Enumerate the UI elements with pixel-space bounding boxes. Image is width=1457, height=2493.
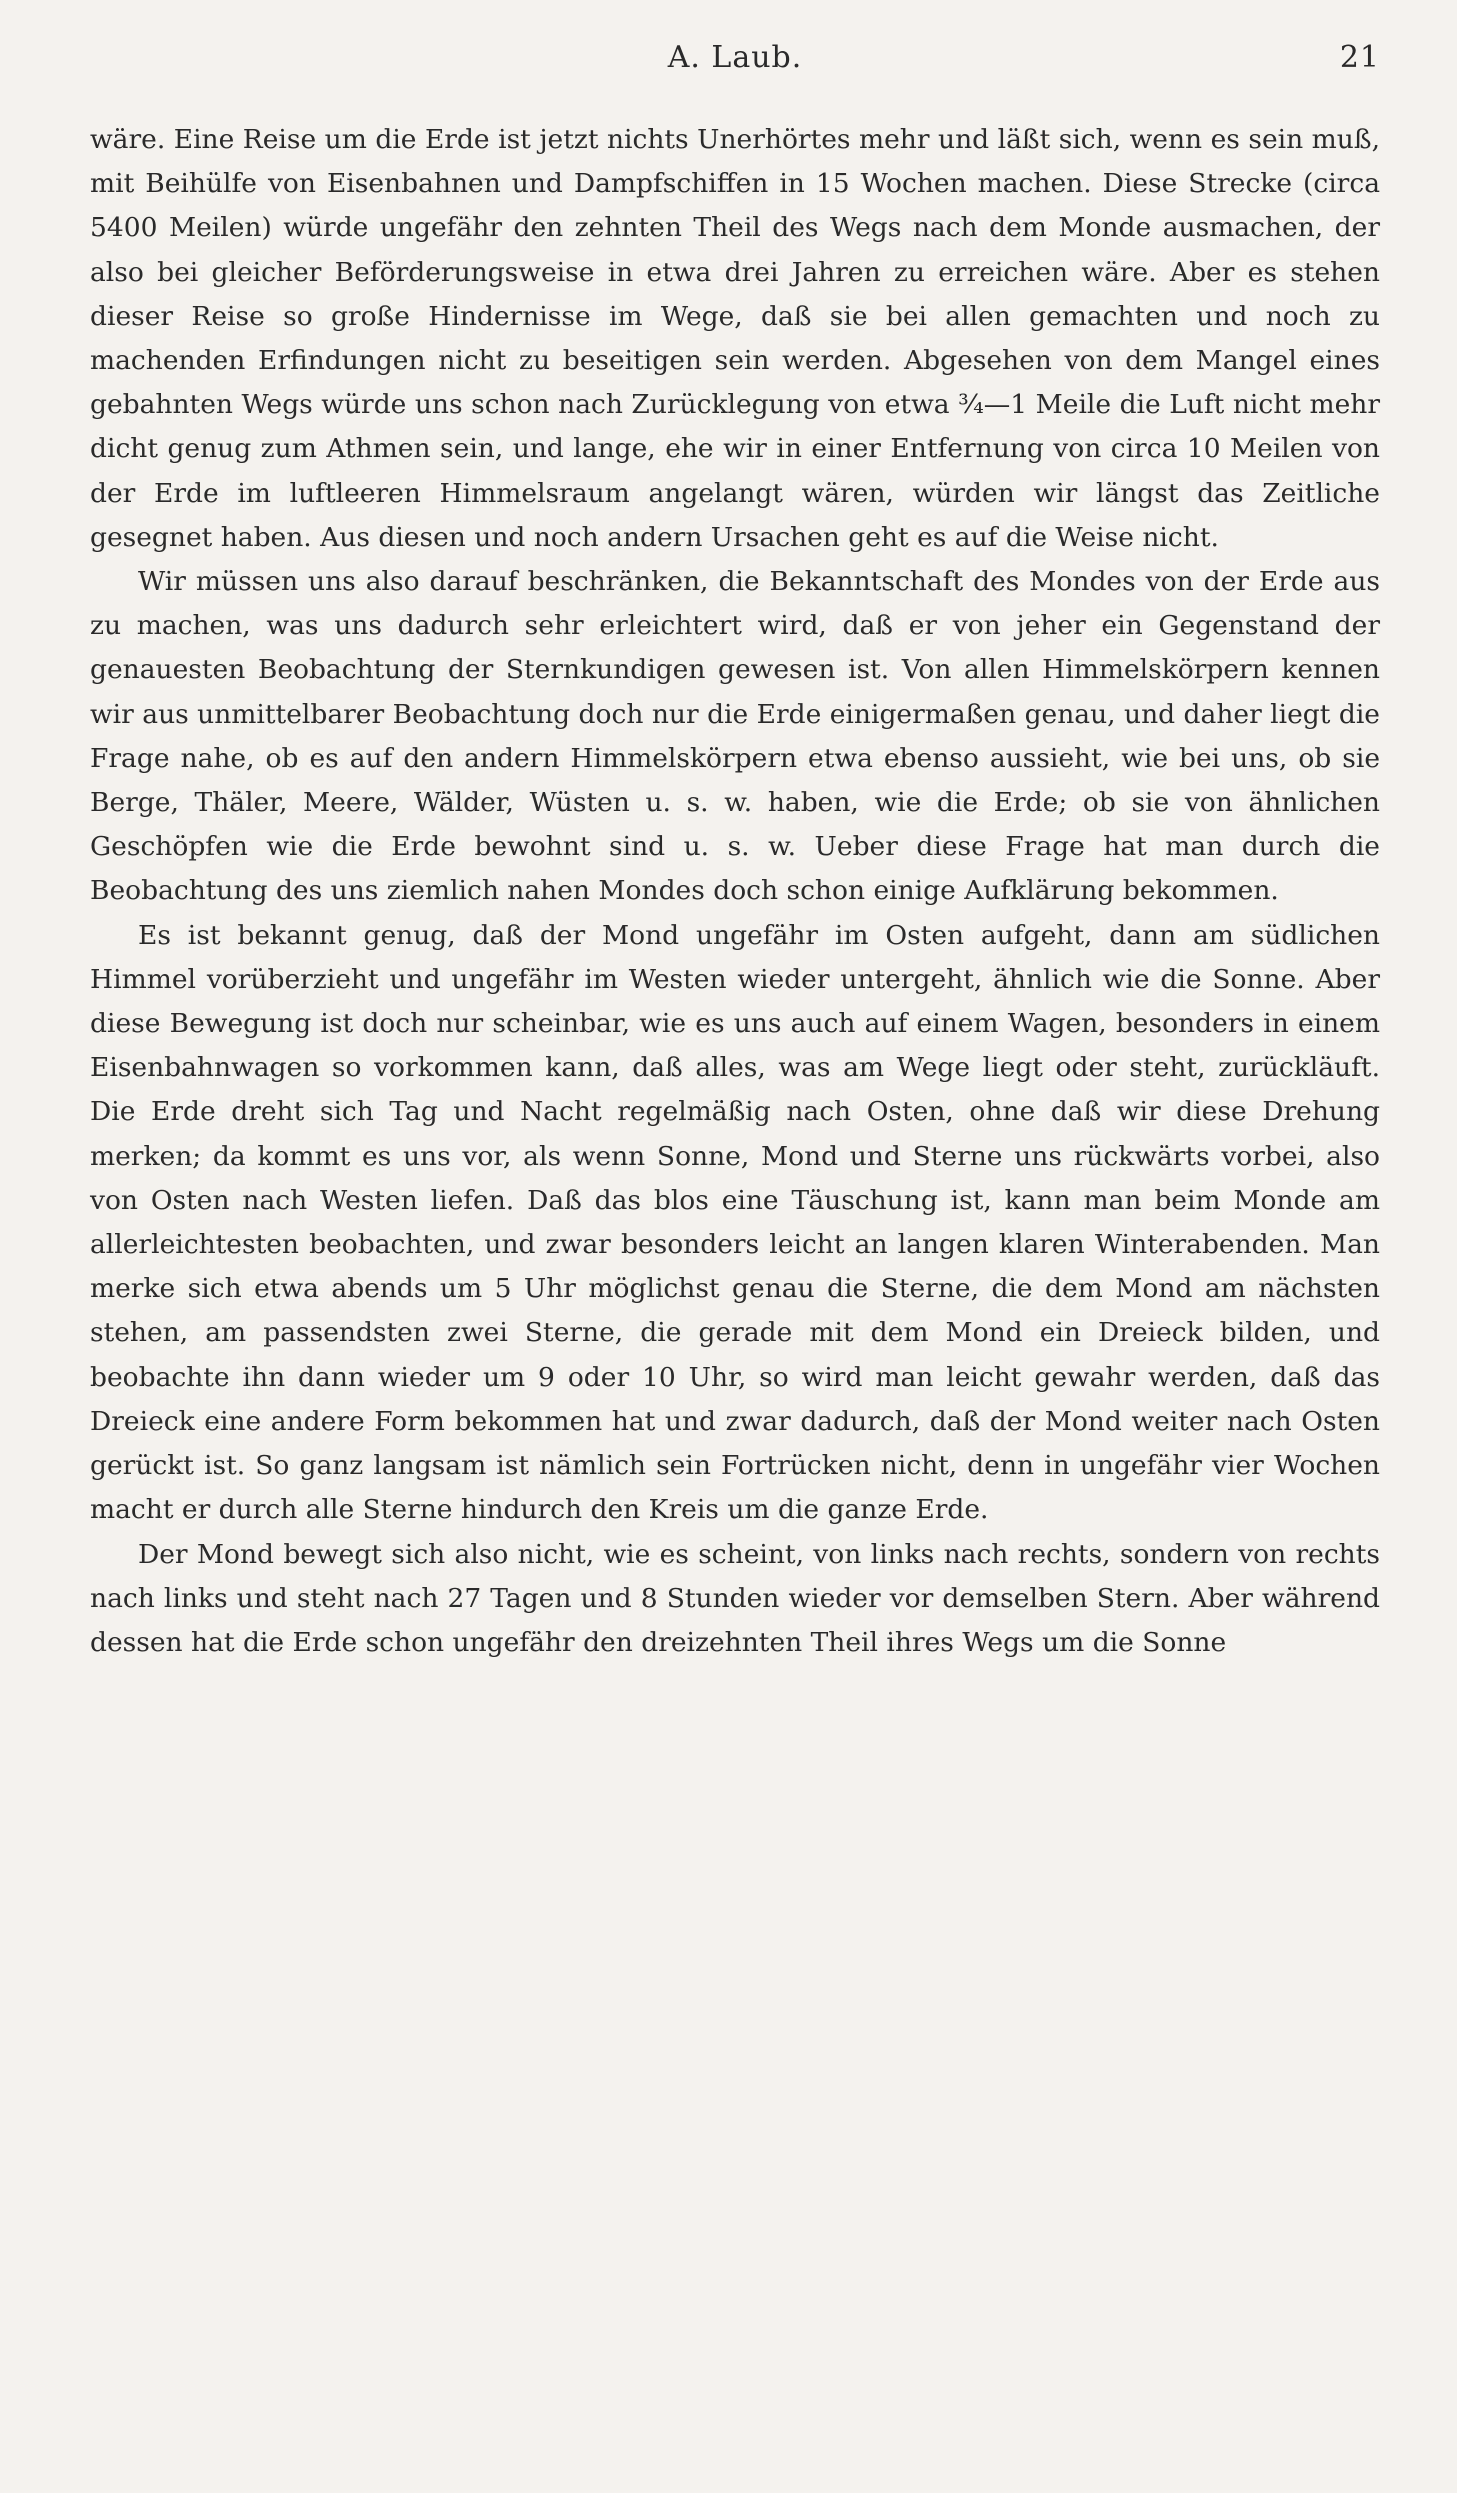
paragraph: Wir müssen uns also darauf beschränken, die Bekanntschaft des Mondes von der Erde aus zu machen, was uns dadurch sehr erleichtert wird, daß er von jeher ein Gegenstand der genauesten Beobachtung der Sternkundigen gewesen ist. Von allen Himmelskörpern kennen wir aus unmittelbarer Beobachtung doch nur die Erde einigermaßen genau, und daher liegt die Frage nahe, ob es auf den andern Himmelskörpern etwa ebenso aussieht, wie bei uns, ob sie Berge, Thäler, Meere, Wälder, Wüsten u. s. w. haben, wie die Erde; ob sie von ähnlichen Geschöpfen wie die Erde bewohnt sind u. s. w. Ueber diese Frage hat man durch die Beobachtung des uns ziemlich nahen Mondes doch schon einige Aufklärung bekommen. (90, 566, 1380, 907)
running-title: A. Laub. (667, 40, 803, 75)
paragraph: Es ist bekannt genug, daß der Mond ungefähr im Osten aufgeht, dann am südlichen Himmel vorüberzieht und ungefähr im Westen wieder untergeht, ähnlich wie die Sonne. Aber diese Bewegung ist doch nur scheinbar, wie es uns auch auf einem Wagen, besonders in einem Eisenbahnwagen so vorkommen kann, daß alles, was am Wege liegt oder steht, zurückläuft. Die Erde dreht sich Tag und Nacht regelmäßig nach Osten, ohne daß wir diese Drehung merken; da kommt es uns vor, als wenn Sonne, Mond und Sterne uns rückwärts vorbei, also von Osten nach Westen liefen. Daß das blos eine Täuschung ist, kann man beim Monde am allerleichtesten beobachten, und zwar besonders leicht an langen klaren Winterabenden. Man merke sich etwa abends um 5 Uhr möglichst genau die Sterne, die dem Mond am nächsten stehen, am passendsten zwei Sterne, die gerade mit dem Mond ein Dreieck bilden, und beobachte ihn dann wieder um 9 oder 10 Uhr, so wird man leicht gewahr werden, daß das Dreieck eine andere Form bekommen hat und zwar dadurch, daß der Mond weiter nach Osten gerückt ist. So ganz langsam ist nämlich sein Fortrücken nicht, denn in ungefähr vier Wochen macht er durch alle Sterne hindurch den Kreis um die ganze Erde. (90, 919, 1380, 1526)
book-page (90, 40, 1380, 2460)
page-number: 21 (1339, 40, 1380, 75)
paragraph: wäre. Eine Reise um die Erde ist jetzt nichts Unerhörtes mehr und läßt sich, wenn es sein muß, mit Beihülfe von Eisenbahnen und Dampfschiffen in 15 Wochen machen. Diese Strecke (circa 5400 Meilen) würde ungefähr den zehnten Theil des Wegs nach dem Monde ausmachen, der also bei gleicher Beförderungsweise in etwa drei Jahren zu erreichen wäre. Aber es stehen dieser Reise so große Hindernisse im Wege, daß sie bei allen gemachten und noch zu machenden Erfindungen nicht zu beseitigen sein werden. Abgesehen von dem Mangel eines gebahnten Wegs würde uns schon nach Zurücklegung von etwa ¾—1 Meile die Luft nicht mehr dicht genug zum Athmen sein, und lange, ehe wir in einer Entfernung von circa 10 Meilen von der Erde im luftleeren Himmelsraum angelangt wären, würden wir längst das Zeitliche gesegnet haben. Aus diesen und noch andern Ursachen geht es auf die Weise nicht. (90, 124, 1380, 553)
page-body (90, 118, 1380, 1665)
paragraph: Der Mond bewegt sich also nicht, wie es scheint, von links nach rechts, sondern von rechts nach links und steht nach 27 Tagen und 8 Stunden wieder vor demselben Stern. Aber während dessen hat die Erde schon ungefähr den dreizehnten Theil ihres Wegs um die Sonne (90, 1538, 1380, 1658)
page-header (90, 40, 1380, 90)
